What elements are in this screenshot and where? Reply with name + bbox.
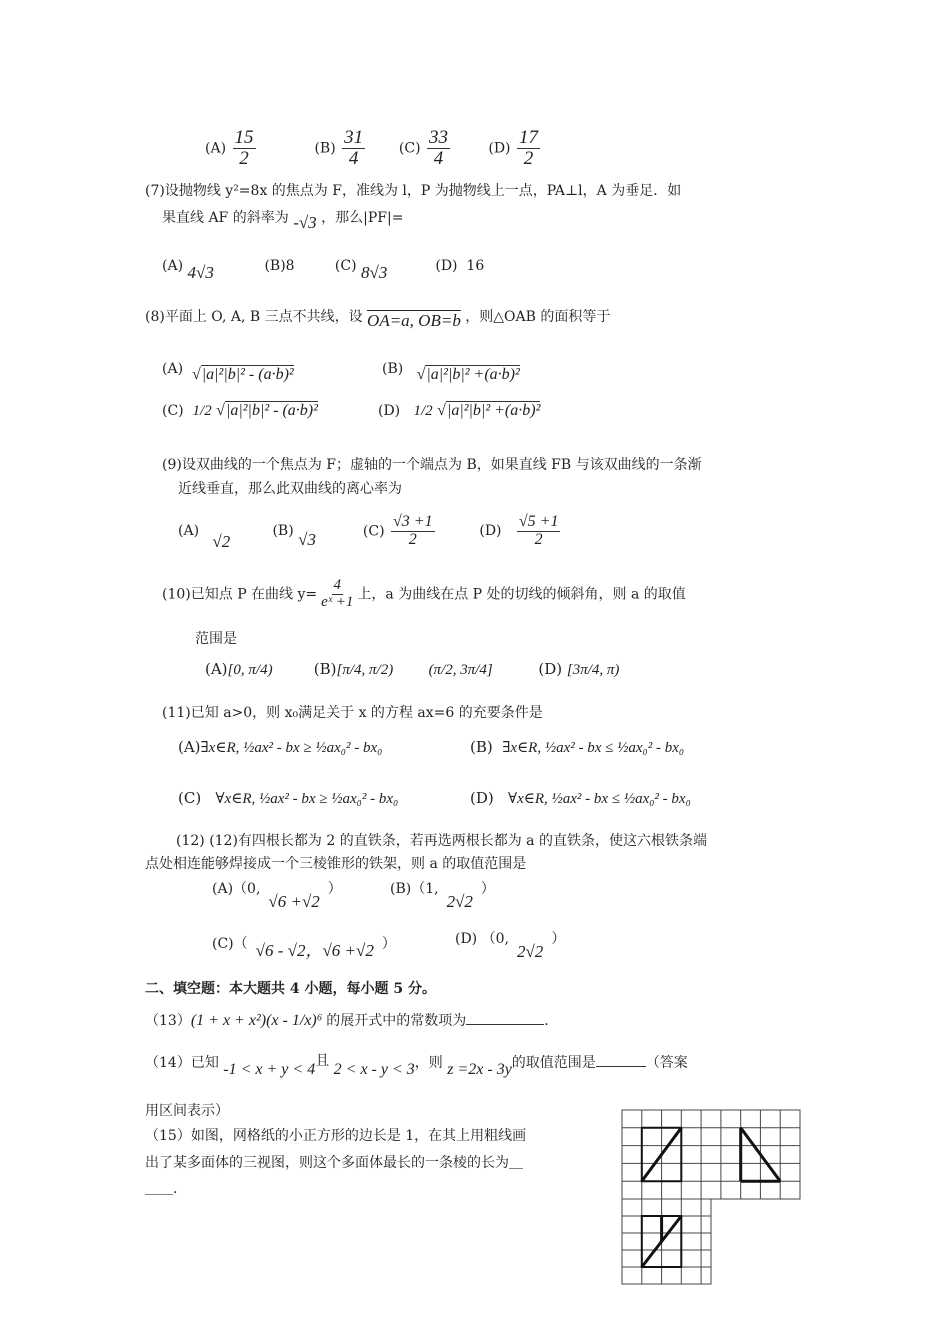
q9-option-a: (A) √2 [178,523,231,552]
q11-option-a: (A)∃x∈R, ½ax² - bx ≥ ½ax₀² - bx₀ [178,738,383,756]
q10-option-d: (D) [3π/4, π) [538,660,620,678]
q13-answer-blank[interactable] [466,1024,544,1025]
q6-option-d: (D) $\frac{17}{2}$ [488,127,538,169]
q12-option-d: (D) （0,2√2） [455,931,566,961]
q12-line2: 点处相连能够焊接成一个三棱锥形的铁架，则 a 的取值范围是 [145,856,527,872]
q8-option-b: (B) √|a|²|b|² +(a·b)² [382,361,520,383]
q10-options [205,660,619,679]
q6-option-a: (A) $\frac{15}{2}$ [205,127,254,169]
q9-option-b: (B) √3 [272,523,316,550]
q11-option-c: (C) ∀x∈R, ½ax² - bx ≥ ½ax₀² - bx₀ [178,789,399,807]
q12-line1: (12) (12)有四根长都为 2 的直铁条，若再选两根长都为 a 的直铁条，使这六根铁条端 [176,833,707,849]
q8-option-c: (C) 1/2 √|a|²|b|² - (a·b)² [162,402,318,419]
q14-answer-blank[interactable] [596,1066,646,1067]
q11-option-d: (D) ∀x∈R, ½ax² - bx ≤ ½ax₀² - bx₀ [470,789,691,807]
q7-options [162,255,485,282]
q6-option-b: (B) $\frac{31}{4}$ [314,127,364,169]
section-2-heading: 二、填空题：本大题共 4 小题，每小题 5 分。 [145,981,436,997]
q7-option-d: (D) 16 [435,258,485,274]
q7-line1: (7)设抛物线 y²=8x 的焦点为 F，准线为 l，P 为抛物线上一点，PA⊥l，A 为垂足．如 [145,183,682,199]
q15-line2: 出了某多面体的三视图，则这个多面体最长的一条棱的长为＿ [145,1155,523,1171]
q8-stem: (8)平面上 O, A, B 三点不共线，设 OA=a, OB=b ，则△OAB 的面积等于 [145,309,611,330]
q7-option-b: (B)8 [264,258,295,274]
q10-option-c: (π/2, 3π/4] [428,662,493,678]
q7-option-c: (C) 8√3 [334,258,388,282]
q12-option-b: (B)（1,2√2） [390,881,495,911]
q15-line1: （15）如图，网格纸的小正方形的边长是 1，在其上用粗线画 [145,1128,527,1144]
q6-options [205,128,568,169]
q9-line1: (9)设双曲线的一个焦点为 F；虚轴的一个端点为 B，如果直线 FB 与该双曲线的一条渐 [162,457,702,473]
q12-option-a: (A)（0,√6 +√2） [212,881,342,911]
q9-options [178,513,562,552]
q14-line2: 用区间表示） [145,1103,229,1119]
q6-option-c: (C) $\frac{33}{4}$ [398,127,448,169]
three-view-grid-figure [620,1108,805,1286]
q8-option-a: (A) √|a|²|b|² - (a·b)² [162,361,294,383]
q15-line3: ＿＿. [145,1181,178,1197]
q11-stem: (11)已知 a>0，则 x₀满足关于 x 的方程 ax=6 的充要条件是 [162,705,543,721]
q10-option-b: (B)[π/4, π/2) [313,660,394,678]
q9-line2: 近线垂直，那么此双曲线的离心率为 [178,481,402,497]
q10-line2: 范围是 [195,631,237,647]
q8-option-d: (D) 1/2 √|a|²|b|² +(a·b)² [378,402,541,419]
q9-option-d: (D) $\frac{√5 +1}{2}$ [479,513,559,548]
q7-line2: 果直线 AF 的斜率为 -√3 ，那么|PF|= [162,210,404,232]
q13: （13）(1 + x + x²)(x - 1/x)⁶ 的展开式中的常数项为 . [145,1012,549,1029]
q11-option-b: (B) ∃x∈R, ½ax² - bx ≤ ½ax₀² - bx₀ [470,738,685,756]
q14: （14）已知 -1 < x + y < 4且 2 < x - y < 3，则 z =2x - 3y的取值范围是 （答案 [145,1053,688,1078]
q10-option-a: (A)[0, π/4) [205,660,273,678]
q9-option-c: (C) $\frac{√3 +1}{2}$ [362,513,433,548]
q12-option-c: (C)（ √6 - √2，√6 +√2 ） [212,936,396,960]
q7-option-a: (A) 4√3 [162,258,214,282]
q10-stem: (10)已知点 P 在曲线 y= $\frac{4}{\text{eˣ +1}}$ 上，a 为曲线在点 P 处的切线的倾斜角，则 a 的取值 [162,577,686,610]
